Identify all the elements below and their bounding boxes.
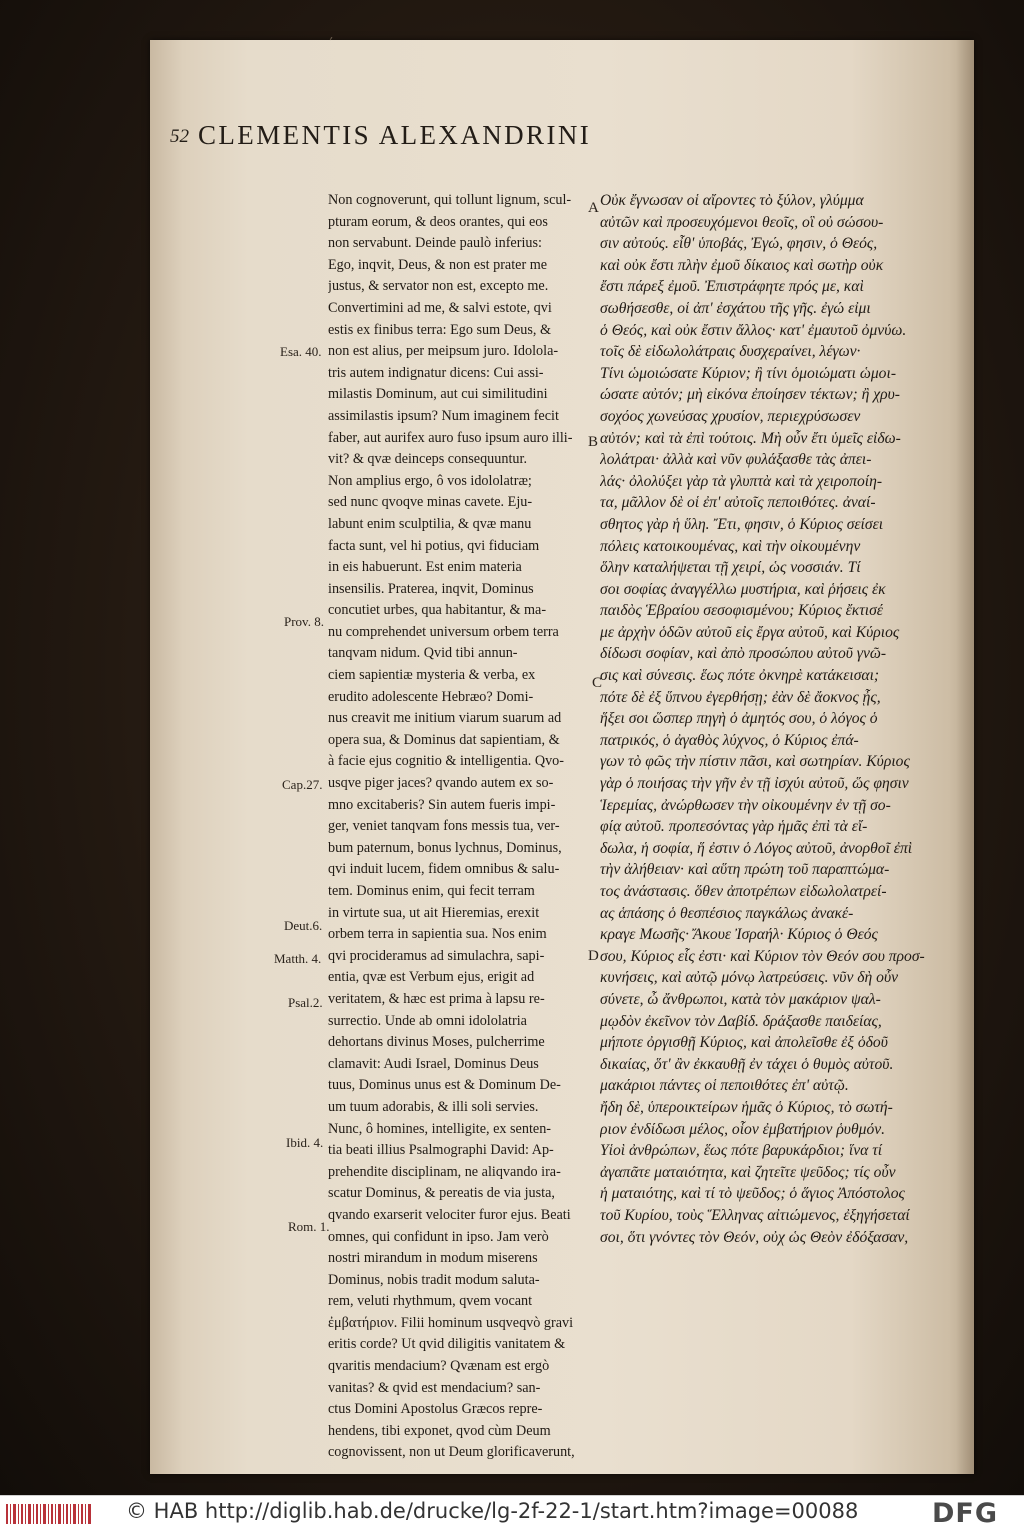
text-line: ας ἁπάσης ὁ θεσπέσιος παγκάλως ἀνακέ- xyxy=(600,904,854,922)
text-line: concutiet urbes, qua habitantur, & ma- xyxy=(328,602,547,619)
text-line: σοι, ὅτι γνόντες τὸν Θεόν, οὐχ ὡς Θεὸν ἐδόξασαν, xyxy=(600,1228,909,1246)
margin-ref: Esa. 40. xyxy=(280,344,322,359)
section-letter: C xyxy=(592,675,603,691)
text-line: δωλα, ἡ σοφία, ἥ ἐστιν ὁ Λόγος αὐτοῦ, ἀνορθοῖ ἐπὶ xyxy=(600,839,913,857)
text-line: αὐτῶν καὶ προσευχόμενοι θεοῖς, οἳ οὐ σώσου- xyxy=(600,213,884,231)
text-line: omnes, qui confidunt in ipso. Jam verò xyxy=(328,1228,549,1245)
text-line: qvi induit lucem, fidem omnibus & salu- xyxy=(328,861,560,878)
text-line: justus, & servator non est, excepto me. xyxy=(328,278,549,295)
running-title: CLEMENTIS ALEXANDRINI xyxy=(198,120,592,150)
text-line: nostri mirandum in modum miserens xyxy=(328,1250,538,1267)
dfg-logo: DFG xyxy=(932,1498,999,1529)
text-line: δικαίας, ὅτ' ἂν ἐκκαυθῇ ἐν τάχει ὁ θυμὸς αὐτοῦ. xyxy=(600,1055,894,1073)
text-line: ἤδη δὲ, ὑπεροικτείρων ἡμᾶς ὁ Κύριος, τὸ σωτή- xyxy=(600,1098,893,1116)
text-line: σου, Κύριος εἷς ἐστι· καὶ Κύριον τὸν Θεόν σου προσ- xyxy=(600,947,925,965)
text-line: Υἱοὶ ἀνθρώπων, ἕως πότε βαρυκάρδιοι; ἵνα τί xyxy=(600,1142,883,1160)
margin-ref: Deut.6. xyxy=(284,918,323,933)
text-line: tia beati illius Psalmographi David: Ap- xyxy=(328,1142,554,1159)
text-line: rem, veluti rhythmum, qvem vocant xyxy=(328,1293,533,1310)
section-letter: A xyxy=(588,200,599,216)
text-line: ὁ Θεός, καὶ οὐκ ἔστιν ἄλλος· κατ' ἐμαυτοῦ ὀμνύω. xyxy=(600,321,907,339)
text-line: tanqvam nidum. Qvid tibi annun- xyxy=(328,645,518,662)
text-line: ἡ ματαιότης, καὶ τί τὸ ψεῦδος; ὁ ἅγιος Ἀπόστολος xyxy=(600,1185,905,1203)
text-line: Nunc, ô homines, intelligite, ex senten- xyxy=(328,1120,552,1137)
margin-ref: Cap.27. xyxy=(282,777,323,792)
text-line: τος ἀνάστασις. ὅθεν ἀποτρέπων εἰδωλολατρεί- xyxy=(600,883,887,900)
footer-bar xyxy=(0,1495,1024,1530)
text-line: πατρικός, ὁ ἀγαθὸς λύχνος, ὁ Κύριος ἐπά- xyxy=(600,731,859,749)
text-line: facta sunt, vel hi potius, qvi fiduciam xyxy=(328,537,540,554)
text-line: Convertimini ad me, & salvi estote, qvi xyxy=(328,299,552,316)
page-edge-shadow xyxy=(956,40,974,1474)
text-line: γων τὸ φῶς τὴν πίστιν πᾶσι, καὶ σωτηρίαν. Κύριος xyxy=(600,753,910,771)
text-line: qvi procideramus ad simulachra, sapi- xyxy=(328,947,545,964)
text-line: σις καὶ σύνεσις. ἕως πότε ὀκνηρὲ κατάκεισαι; xyxy=(600,667,880,685)
margin-ref: Prov. 8. xyxy=(284,614,324,629)
text-line: Non amplius ergo, ô vos idololatræ; xyxy=(328,472,532,489)
text-line: faber, aut aurifex auro fuso ipsum auro illi- xyxy=(328,429,573,446)
text-line: um tuum adorabis, & illi soli servies. xyxy=(328,1098,539,1115)
text-line: λάς· ὀλολύξει γὰρ τὰ γλυπτὰ καὶ τὰ χειροποίη- xyxy=(600,472,883,490)
text-line: labunt enim sculptilia, & qvæ manu xyxy=(328,515,532,532)
text-line: μακάριοι πάντες οἱ πεποιθότες ἐπ' αὐτῷ. xyxy=(600,1077,849,1095)
latin-column xyxy=(328,190,599,1464)
text-line: Dominus, nobis tradit modum saluta- xyxy=(328,1271,540,1288)
text-line: nus creavit me initium viarum suarum ad xyxy=(328,710,562,727)
text-line: clamavit: Audi Israel, Dominus Deus xyxy=(328,1055,539,1072)
text-line: κυνήσεις, καὶ αὐτῷ μόνῳ λατρεύσεις. νῦν δὴ οὖν xyxy=(600,969,899,987)
text-line: σύνετε, ὦ ἄνθρωποι, κατὰ τὸν μακάριον ψαλ- xyxy=(600,990,881,1008)
text-line: σωθήσεσθε, οἱ ἀπ' ἐσχάτου τῆς γῆς. ἐγώ εἰμι xyxy=(600,299,871,317)
text-line: ὅλην καταλήψεται τῇ χειρί, ὡς νοσσιάν. Τί xyxy=(600,559,861,577)
text-line: in virtute sua, ut ait Hieremias, erexit xyxy=(328,904,540,921)
text-line: milastis Dominum, aut cui similitudini xyxy=(328,386,548,403)
text-line: tris autem indignatur dicens: Cui assi- xyxy=(328,364,544,381)
text-line: πόλεις κατοικουμένας, καὶ τὴν οἰκουμένην xyxy=(600,537,861,555)
text-line: Ego, inqvit, Deus, & non est prater me xyxy=(328,256,548,273)
text-line: tuus, Dominus unus est & Dominum De- xyxy=(328,1077,561,1094)
text-line: γὰρ ὁ ποιήσας τὴν γῆν ἐν τῇ ἰσχύι αὐτοῦ, ὥς φησιν xyxy=(600,775,909,793)
text-line: τα, μᾶλλον δὲ οἱ ἐπ' αὐτοῖς πεποιθότες. ἀναί- xyxy=(600,494,876,512)
barcode-icon xyxy=(6,1504,92,1524)
text-line: opera sua, & Dominus dat sapientiam, & xyxy=(328,731,560,748)
text-line: ἔστι πάρεξ ἐμοῦ. Ἐπιστράφητε πρός με, καὶ xyxy=(600,278,864,296)
text-line: hendens, tibi exponet, qvod cùm Deum xyxy=(328,1422,551,1439)
text-line: μῳδὸν ἐκεῖνον τὸν Δαβίδ. δράξασθε παιδείας, xyxy=(600,1012,882,1030)
text-line: καὶ οὐκ ἔστι πλὴν ἐμοῦ δίκαιος καὶ σωτὴρ οὐκ xyxy=(600,256,884,274)
text-line: Ἱερεμίας, ἀνώρθωσεν τὴν οἰκουμένην ἐν τῇ σο- xyxy=(600,796,891,814)
page-number: 52 xyxy=(170,126,189,147)
text-line: ώσατε αὐτόν; μὴ εἰκόνα ἐποίησεν τέκτων; ἢ χρυ- xyxy=(600,386,900,404)
text-line: ctus Domini Apostolus Græcos repre- xyxy=(328,1401,543,1418)
text-line: assimilastis ipsum? Num imaginem fecit xyxy=(328,407,559,424)
text-line: à facie ejus cognitio & intelligentia. Qvo- xyxy=(328,753,564,770)
margin-ref: Matth. 4. xyxy=(274,951,322,966)
text-line: μήποτε ὀργισθῇ Κύριος, καὶ ἀπολεῖσθε ἐξ ὁδοῦ xyxy=(600,1034,888,1052)
text-line: in eis habuerunt. Est enim materia xyxy=(328,559,522,576)
text-line: nu comprehendet universum orbem terra xyxy=(328,623,559,640)
text-line: surrectio. Unde ab omni idololatria xyxy=(328,1012,527,1029)
text-line: erudito adolescente Hebræo? Domi- xyxy=(328,688,534,705)
text-line: insensilis. Praterea, inqvit, Dominus xyxy=(328,580,534,597)
margin-ref: Psal.2. xyxy=(288,995,323,1010)
text-line: αὐτόν; καὶ τὰ ἐπὶ τούτοις. Μὴ οὖν ἔτι ὑμεῖς εἰδω- xyxy=(600,429,901,447)
text-line: Οὐκ ἔγνωσαν οἱ αἴροντες τὸ ξύλον, γλύμμα xyxy=(600,192,864,209)
text-line: τοῖς δὲ εἰδωλολάτραις δυσχεραίνει, λέγων· xyxy=(600,343,861,361)
text-line: prehendite disciplinam, ne aliqvando ira- xyxy=(328,1163,561,1180)
text-line: orbem terra in sapientia sua. Nos enim xyxy=(328,926,547,943)
text-line: Τίνι ὡμοιώσατε Κύριον; ἢ τίνι ὁμοιώματι ὡμοι- xyxy=(600,364,897,382)
text-line: dehortans divinus Moses, pulcherrime xyxy=(328,1034,545,1051)
margin-ref: Rom. 1. xyxy=(288,1219,330,1234)
text-line: entia, qvæ est Verbum ejus, erigit ad xyxy=(328,969,535,986)
text-line: ριον ἐνδίδωσι μέλος, οἷον ἐμβατήριον ῥυθμόν. xyxy=(600,1120,886,1138)
text-line: bum paternum, bonus lychnus, Dominus, xyxy=(328,839,562,856)
text-line: σιν αὐτούς. εἶθ' ὑποβάς, Ἐγώ, φησιν, ὁ Θεός, xyxy=(600,235,878,253)
text-line: mno excitaberis? Sin autem fueris impi- xyxy=(328,796,556,813)
text-line: tem. Dominus enim, qui fecit terram xyxy=(328,883,535,899)
text-line: non servabunt. Deinde paulò inferius: xyxy=(328,235,542,252)
text-line: σοχόος χωνεύσας χρυσίον, περιεχρύσωσεν xyxy=(600,407,861,425)
section-letter: D xyxy=(588,948,599,964)
text-line: φίᾳ αὐτοῦ. προπεσόντας γὰρ ἡμᾶς ἐπὶ τὰ εἴ- xyxy=(600,818,868,836)
text-line: ἐμβατήριον. Filii hominum usqveqvò gravi xyxy=(328,1314,574,1331)
text-line: σθητος γὰρ ἡ ὕλη. Ἔτι, φησιν, ὁ Κύριος σείσει xyxy=(600,515,884,533)
text-line: vanitas? & qvid est mendacium? san- xyxy=(328,1379,541,1396)
text-line: ciem sapientiæ mysteria & verba, ex xyxy=(328,667,536,684)
text-line: δίδωσι σοφίαν, καὶ ἀπὸ προσώπου αὐτοῦ γνῶ- xyxy=(600,645,887,663)
text-line: usqve piger jaces? qvando autem ex so- xyxy=(328,775,554,792)
text-line: cognovissent, non ut Deum glorificaverunt, xyxy=(328,1444,575,1461)
text-line: ἥξει σοι ὥσπερ πηγὴ ὁ ἀμητός σου, ὁ λόγος ὁ xyxy=(600,710,878,728)
text-line: estis ex finibus terra: Ego sum Deus, & xyxy=(328,321,552,338)
text-line: sed nunc qvoqve minas cavete. Eju- xyxy=(328,494,533,511)
text-line: πότε δὲ ἐξ ὕπνου ἐγερθήσῃ; ἐὰν δὲ ἄοκνος ᾖς, xyxy=(600,688,881,706)
pencil-mark-icon: ′ xyxy=(325,34,334,51)
text-line: scatur Dominus, & pereatis de via justa, xyxy=(328,1185,555,1202)
text-line: κραγε Μωσῆς· Ἄκουε Ἰσραήλ· Κύριος ὁ Θεός xyxy=(600,926,878,944)
margin-ref: Ibid. 4. xyxy=(286,1135,324,1150)
text-line: σοι σοφίας ἀναγγέλλω μυστήρια, καὶ ῥήσεις ἐκ xyxy=(600,580,886,598)
text-line: ἀγαπᾶτε ματαιότητα, καὶ ζητεῖτε ψεῦδος; τίς οὖν xyxy=(600,1163,896,1181)
text-line: pturam eorum, & deos orantes, qui eos xyxy=(328,213,548,230)
text-line: veritatem, & hæc est prima à lapsu re- xyxy=(328,990,545,1007)
text-line: τὴν ἀλήθειαν· καὶ αὕτη πρώτη τοῦ παραπτώμα- xyxy=(600,861,890,879)
text-line: ger, veniet tanqvam fons messis tua, ver- xyxy=(328,818,560,835)
text-line: qvaritis mendacium? Qvænam est ergò xyxy=(328,1358,550,1375)
greek-column xyxy=(600,190,940,1248)
text-line: Non cognoverunt, qui tollunt lignum, scul- xyxy=(328,192,572,208)
section-letter: B xyxy=(588,434,599,450)
text-line: τοῦ Κυρίου, τοὺς Ἕλληνας αἰτιώμενος, ἐξηγήσεταί xyxy=(600,1206,910,1224)
text-line: eritis corde? Ut qvid diligitis vanitatem & xyxy=(328,1336,566,1353)
copyright-link[interactable]: © HAB http://diglib.hab.de/drucke/lg-2f-22-1/start.htm?image=00088 xyxy=(126,1499,859,1523)
text-line: qvando exarserit velociter furor ejus. Beati xyxy=(328,1206,571,1223)
text-line: non est alius, per meipsum juro. Idolola- xyxy=(328,343,559,360)
text-line: λολάτραι· ἀλλὰ καὶ νῦν φυλάξασθε τὰς ἀπει- xyxy=(600,451,872,469)
text-line: παιδὸς Ἑβραίου σεσοφισμένου; Κύριος ἔκτισέ xyxy=(600,602,883,620)
text-line: vit? & qvæ deinceps consequuntur. xyxy=(328,451,527,468)
text-line: με ἀρχὴν ὁδῶν αὐτοῦ εἰς ἔργα αὐτοῦ, καὶ Κύριος xyxy=(600,623,900,641)
